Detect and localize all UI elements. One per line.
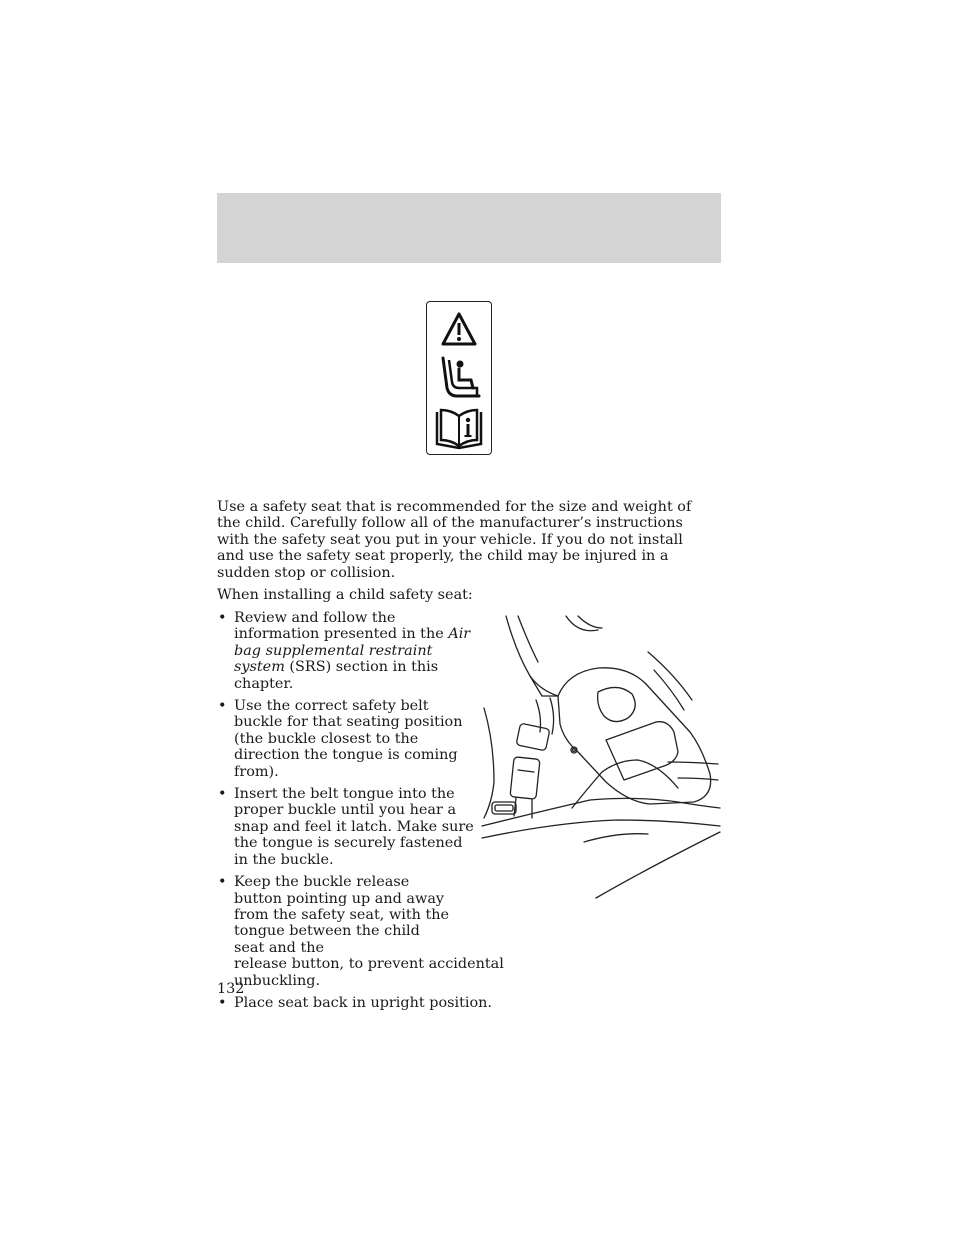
list-item: • Keep the buckle release button pointing up and away from the safety seat, with the tongue between the child seat and the release button, to prevent accidental unbuckling. [217, 874, 594, 989]
list-item: • Insert the belt tongue into the proper buckle until you hear a snap and feel it latch. Make sure the tongue is securely fastened in the buckle. [217, 786, 474, 868]
belt-buckle-illustration [478, 612, 722, 902]
list-item: • Use the correct safety belt buckle for that seating position (the buckle closest to the direction the tongue is coming from). [217, 698, 474, 780]
srs-section-reference: Air bag supplemental restraint system [234, 626, 471, 676]
intro-paragraph: Use a safety seat that is recommended for the size and weight of the child. Carefully follow all of the manufacturer’s instructions with the safety seat you put in your vehicle. If you do not install and use the safety seat properly, the child may be injured in a sudden stop or collision. [217, 499, 692, 581]
manual-info-icon [427, 406, 491, 452]
list-item: • Review and follow the information presented in the Air bag supplemental restraint system (SRS) section in this chapter. [217, 610, 474, 692]
warning-triangle-icon [427, 306, 491, 354]
list-item: • Place seat back in upright position. [217, 995, 534, 1011]
page-number: 132 [217, 981, 245, 997]
child-seat-icon [427, 352, 491, 404]
warning-label [426, 301, 492, 455]
chapter-header-band [217, 193, 721, 263]
lead-in-text: When installing a child safety seat: [217, 587, 473, 603]
